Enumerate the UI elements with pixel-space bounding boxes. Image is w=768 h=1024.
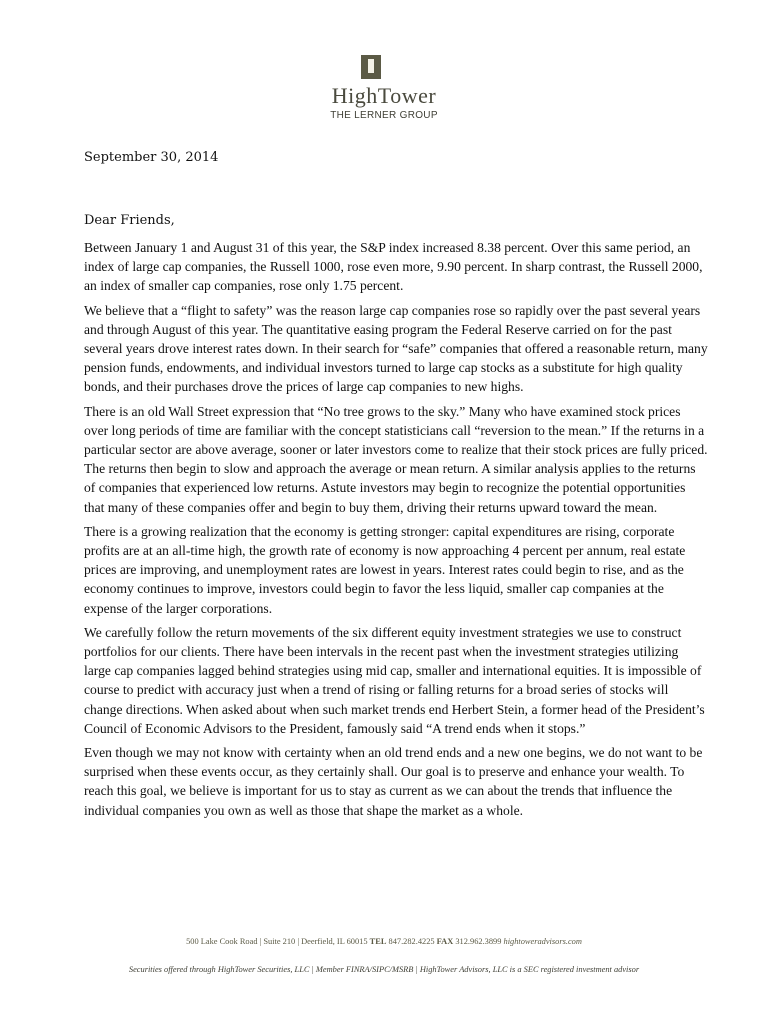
address: 500 Lake Cook Road | Suite 210 | Deerfield, IL 60015 — [186, 937, 368, 946]
tel-number: 847.282.4225 — [388, 937, 435, 946]
letter-body — [84, 238, 708, 825]
paragraph: We carefully follow the return movements of the six different equity investment strategies we use to construct portfolios for our clients. There have been intervals in the recent past when the investment strategies utilizing large cap companies lagged behind strategies using mid cap, smaller and international equities. It is impossible of course to predict with accuracy just when a trend of rising or falling returns for a broad series of stocks will change directions. When asked about when such market trends end Herbert Stein, a former head of the President’s Council of Economic Advisors to the President, famously said “A trend ends when it stops.” — [84, 624, 705, 736]
sub-brand: THE LERNER GROUP — [330, 110, 438, 121]
footer-address-line — [0, 937, 768, 946]
fax-number: 312.962.3899 — [455, 937, 502, 946]
salutation: Dear Friends, — [84, 213, 175, 228]
paragraph: There is a growing realization that the economy is getting stronger: capital expenditures are rising, corporate profits are at an all-time high, the growth rate of economy is now approaching 4 percent per annum, real estate prices are improving, and unemployment rates are lowest in years. Interest rates could begin to rise, and as the economy continues to improve, investors could begin to favor the less liquid, smaller cap companies at the expense of the larger corporations. — [84, 523, 686, 616]
paragraph: Even though we may not know with certainty when an old trend ends and a new one begins, we do not want to be surprised when these events occur, as they certainly shall. Our goal is to preserve and enhance your wealth. To reach this goal, we believe is important for us to stay as current as we can about the trends that influence the individual companies you own as well as those that shape the market as a whole. — [84, 745, 703, 818]
brand-name: HighTower — [331, 83, 437, 108]
paragraph: There is an old Wall Street expression that “No tree grows to the sky.” Many who have examined stock prices over long periods of time are familiar with the concept statisticians call “reversion to the mean.” If the returns in a particular sector are above average, sooner or later investors come to realize that their stock prices are fully priced. The returns then begin to slow and approach the average or mean return. A similar analysis applies to the returns of companies that experienced low returns. Astute investors may begin to recognize the potential opportunities that many of these companies offer and begin to buy them, driving their returns upward toward the mean. — [84, 403, 708, 515]
website-link[interactable]: hightoweradvisors.com — [503, 937, 582, 946]
letter-date: September 30, 2014 — [84, 150, 219, 165]
fax-label: FAX — [436, 937, 454, 946]
tel-label: TEL — [369, 937, 387, 946]
footer-disclaimer: Securities offered through HighTower Securities, LLC | Member FINRA/SIPC/MSRB | HighTower Advisors, LLC is a SEC registered investment advisor — [128, 965, 640, 974]
paragraph: We believe that a “flight to safety” was the reason large cap companies rose so rapidly over the past several years and through August of this year. The quantitative easing program the Federal Reserve carried on for the past several years drove interest rates down. In their search for “safe” companies that offered a reasonable return, many pension funds, endowments, and individual investors turned to large cap stocks as a substitute for high quality bonds, and their purchases drove the prices of large cap companies to new highs. — [84, 302, 708, 395]
paragraph: Between January 1 and August 31 of this year, the S&P index increased 8.38 percent. Over this same period, an index of large cap companies, the Russell 1000, rose even more, 9.90 percent. In sharp contrast, the Russell 2000, an index of smaller cap companies, rose only 1.75 percent. — [84, 240, 703, 294]
hightower-tower-icon — [361, 55, 381, 79]
